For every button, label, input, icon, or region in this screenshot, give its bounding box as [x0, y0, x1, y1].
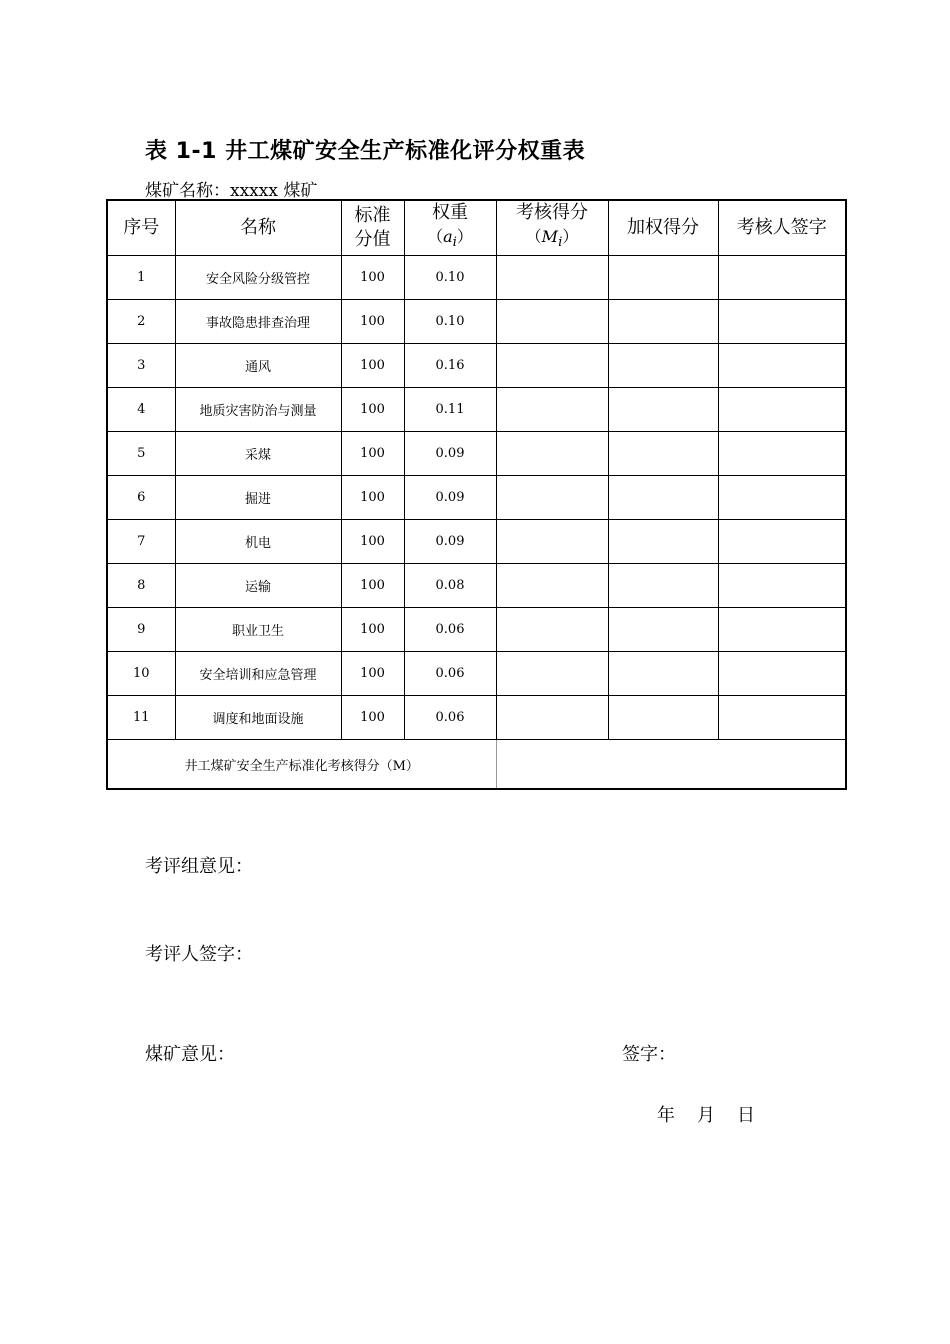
total-label: 井工煤矿安全生产标准化考核得分（M）: [107, 740, 496, 790]
weight-symbol: a: [443, 227, 453, 246]
row-weighted-cell[interactable]: [608, 696, 718, 740]
row-standard: 100: [341, 652, 404, 696]
row-score-cell[interactable]: [496, 388, 608, 432]
row-name: 采煤: [175, 432, 341, 476]
row-index: 1: [107, 256, 175, 300]
row-standard: 100: [341, 256, 404, 300]
row-signer-cell[interactable]: [718, 256, 846, 300]
table-row: [107, 608, 846, 652]
header-index: 序号: [107, 200, 175, 256]
row-score-cell[interactable]: [496, 256, 608, 300]
table-row: [107, 652, 846, 696]
table-row: [107, 564, 846, 608]
row-index: 3: [107, 344, 175, 388]
row-weighted-cell[interactable]: [608, 608, 718, 652]
row-signer-cell[interactable]: [718, 432, 846, 476]
row-score-cell[interactable]: [496, 476, 608, 520]
total-row: [107, 740, 846, 790]
date-day: 日: [737, 1105, 755, 1126]
score-open-paren: （: [525, 227, 542, 246]
row-weighted-cell[interactable]: [608, 256, 718, 300]
row-signer-cell[interactable]: [718, 300, 846, 344]
row-index: 9: [107, 608, 175, 652]
header-score-line1: 考核得分: [516, 202, 588, 223]
row-index: 5: [107, 432, 175, 476]
row-score-cell[interactable]: [496, 432, 608, 476]
row-index: 2: [107, 300, 175, 344]
row-weighted-cell[interactable]: [608, 300, 718, 344]
row-index: 11: [107, 696, 175, 740]
row-standard: 100: [341, 476, 404, 520]
date-year: 年: [657, 1105, 675, 1126]
row-weighted-cell[interactable]: [608, 432, 718, 476]
reviewer-signature-label: 考评人签字：: [145, 944, 253, 965]
row-name: 地质灾害防治与测量: [175, 388, 341, 432]
header-standard: [341, 200, 404, 256]
weight-close-paren: ）: [456, 227, 473, 246]
date-month: 月: [697, 1105, 715, 1126]
row-weight: 0.10: [404, 300, 496, 344]
table-row: [107, 520, 846, 564]
row-signer-cell[interactable]: [718, 696, 846, 740]
row-standard: 100: [341, 608, 404, 652]
row-name: 事故隐患排查治理: [175, 300, 341, 344]
review-group-opinion-label: 考评组意见：: [145, 856, 253, 877]
row-name: 安全培训和应急管理: [175, 652, 341, 696]
row-name: 掘进: [175, 476, 341, 520]
row-standard: 100: [341, 388, 404, 432]
signature-label: 签字：: [622, 1044, 676, 1065]
row-score-cell[interactable]: [496, 344, 608, 388]
row-signer-cell[interactable]: [718, 344, 846, 388]
row-weight: 0.11: [404, 388, 496, 432]
row-index: 10: [107, 652, 175, 696]
row-weight: 0.10: [404, 256, 496, 300]
header-name: 名称: [175, 200, 341, 256]
row-weight: 0.09: [404, 432, 496, 476]
row-standard: 100: [341, 520, 404, 564]
page-title: 表 1-1 井工煤矿安全生产标准化评分权重表: [145, 139, 586, 164]
row-weighted-cell[interactable]: [608, 520, 718, 564]
row-score-cell[interactable]: [496, 696, 608, 740]
table-row: [107, 432, 846, 476]
row-score-cell[interactable]: [496, 300, 608, 344]
row-standard: 100: [341, 696, 404, 740]
row-index: 7: [107, 520, 175, 564]
row-name: 通风: [175, 344, 341, 388]
weight-subscript: i: [452, 235, 457, 251]
row-weighted-cell[interactable]: [608, 388, 718, 432]
row-weighted-cell[interactable]: [608, 564, 718, 608]
table-row: [107, 696, 846, 740]
row-index: 6: [107, 476, 175, 520]
header-weight-line2: [405, 225, 496, 255]
row-signer-cell[interactable]: [718, 564, 846, 608]
table-row: [107, 476, 846, 520]
row-standard: 100: [341, 432, 404, 476]
table-row: [107, 344, 846, 388]
row-weighted-cell[interactable]: [608, 652, 718, 696]
row-signer-cell[interactable]: [718, 520, 846, 564]
row-signer-cell[interactable]: [718, 652, 846, 696]
row-name: 运输: [175, 564, 341, 608]
row-name: 职业卫生: [175, 608, 341, 652]
row-weight: 0.09: [404, 520, 496, 564]
row-signer-cell[interactable]: [718, 608, 846, 652]
mine-name-label: 煤矿名称：xxxxx 煤矿: [145, 181, 318, 201]
row-score-cell[interactable]: [496, 520, 608, 564]
row-weight: 0.09: [404, 476, 496, 520]
row-score-cell[interactable]: [496, 652, 608, 696]
row-index: 8: [107, 564, 175, 608]
header-score: [496, 200, 608, 256]
row-signer-cell[interactable]: [718, 476, 846, 520]
date-line: [657, 1101, 777, 1127]
table-row: [107, 388, 846, 432]
row-name: 调度和地面设施: [175, 696, 341, 740]
row-score-cell[interactable]: [496, 564, 608, 608]
row-weight: 0.06: [404, 652, 496, 696]
table-row: [107, 256, 846, 300]
row-score-cell[interactable]: [496, 608, 608, 652]
score-subscript: i: [558, 235, 563, 251]
header-signer: 考核人签字: [718, 200, 846, 256]
total-value-cell[interactable]: [496, 740, 846, 790]
row-standard: 100: [341, 344, 404, 388]
row-weight: 0.16: [404, 344, 496, 388]
score-symbol: M: [541, 227, 559, 246]
row-standard: 100: [341, 564, 404, 608]
header-standard-line2: 分值: [354, 229, 391, 251]
weight-table: [106, 199, 847, 790]
header-weight: [404, 200, 496, 256]
row-signer-cell[interactable]: [718, 388, 846, 432]
row-weighted-cell[interactable]: [608, 476, 718, 520]
header-weighted: 加权得分: [608, 200, 718, 256]
row-weight: 0.06: [404, 696, 496, 740]
header-standard-line1: 标准: [354, 205, 391, 227]
row-index: 4: [107, 388, 175, 432]
row-name: 机电: [175, 520, 341, 564]
score-close-paren: ）: [562, 227, 579, 246]
row-weighted-cell[interactable]: [608, 344, 718, 388]
row-weight: 0.06: [404, 608, 496, 652]
row-weight: 0.08: [404, 564, 496, 608]
header-weight-line1: 权重: [432, 202, 468, 223]
table-row: [107, 300, 846, 344]
table-header-row: [107, 200, 846, 256]
row-standard: 100: [341, 300, 404, 344]
header-score-line2: [497, 225, 608, 255]
mine-opinion-label: 煤矿意见：: [145, 1044, 235, 1065]
weight-open-paren: （: [427, 227, 444, 246]
row-name: 安全风险分级管控: [175, 256, 341, 300]
